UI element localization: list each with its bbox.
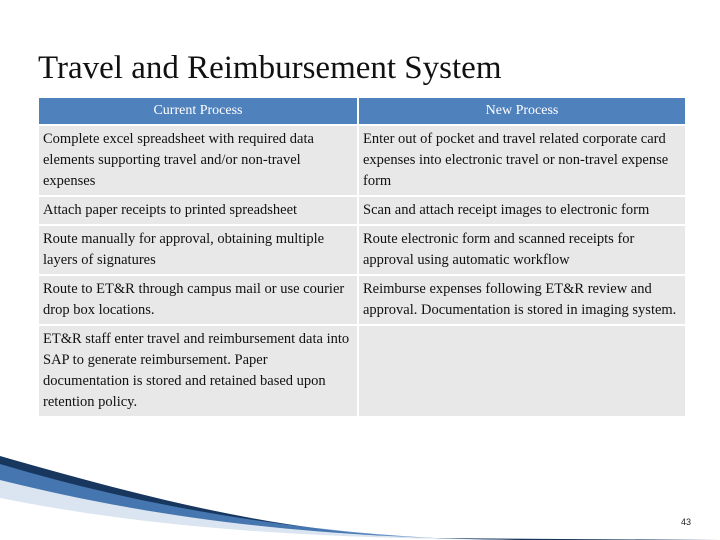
current-process-cell: Route manually for approval, obtaining multiple layers of signatures: [39, 226, 357, 274]
current-process-cell: Attach paper receipts to printed spreadsheet: [39, 197, 357, 224]
new-process-cell: Enter out of pocket and travel related corporate card expenses into electronic travel or non-travel expense form: [359, 126, 685, 195]
table-row: [39, 276, 685, 324]
table-row: [39, 326, 685, 416]
page-number: 43: [681, 517, 692, 527]
current-process-cell: Route to ET&R through campus mail or use courier drop box locations.: [39, 276, 357, 324]
current-process-cell: Complete excel spreadsheet with required data elements supporting travel and/or non-travel expenses: [39, 126, 357, 195]
new-process-cell: Reimburse expenses following ET&R review and approval. Documentation is stored in imaging system.: [359, 276, 685, 324]
slide-title: Travel and Reimbursement System: [38, 50, 502, 86]
new-process-cell: [359, 326, 685, 416]
decorative-wave-swoosh: [0, 420, 720, 540]
table-row: [39, 197, 685, 224]
new-process-cell: Scan and attach receipt images to electronic form: [359, 197, 685, 224]
current-process-cell: ET&R staff enter travel and reimbursement data into SAP to generate reimbursement. Paper documentation is stored and retained based upon retention policy.: [39, 326, 357, 416]
header-new-process: New Process: [359, 98, 685, 124]
table-row: [39, 226, 685, 274]
header-current-process: Current Process: [39, 98, 357, 124]
table-row: [39, 126, 685, 195]
table-header-row: [39, 98, 685, 124]
new-process-cell: Route electronic form and scanned receipts for approval using automatic workflow: [359, 226, 685, 274]
process-comparison-table: [37, 96, 687, 418]
